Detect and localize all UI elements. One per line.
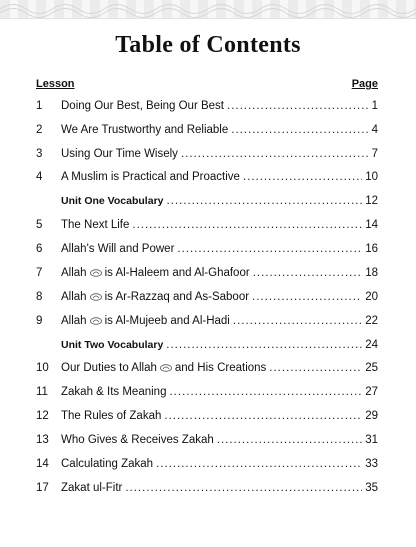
dot-leader (227, 100, 369, 112)
page-number: 4 (371, 124, 378, 136)
dot-leader (181, 148, 369, 160)
lesson-title-part: is Al-Mujeeb and Al-Hadi (104, 315, 230, 327)
lesson-title-part: Allah (61, 315, 87, 327)
page-number: 35 (365, 482, 378, 494)
toc-entry[interactable] (36, 410, 378, 428)
dot-leader (167, 195, 363, 207)
page-number: 22 (365, 315, 378, 327)
lesson-number: 10 (36, 362, 49, 374)
page-number: 18 (365, 267, 378, 279)
honorific-seal-icon (160, 364, 172, 372)
dot-leader (231, 124, 368, 136)
lesson-title: The Next Life (61, 219, 130, 231)
dot-leader (132, 219, 362, 231)
lesson-number: 3 (36, 148, 43, 160)
lesson-number: 17 (36, 482, 49, 494)
toc-entry[interactable] (36, 482, 378, 500)
lesson-title: Unit Two Vocabulary (61, 339, 164, 351)
toc-entry[interactable] (36, 458, 378, 476)
column-headers (36, 78, 378, 94)
lesson-number: 12 (36, 410, 49, 422)
lesson-title-part: Allah (61, 291, 87, 303)
dot-leader (217, 434, 362, 446)
lesson-title-part: is Al-Haleem and Al-Ghafoor (104, 267, 250, 279)
page-number: 12 (365, 195, 378, 207)
page-number: 31 (365, 434, 378, 446)
page-header: Page (351, 78, 378, 90)
toc-entry[interactable] (36, 219, 378, 237)
lesson-title: Doing Our Best, Being Our Best (61, 100, 224, 112)
toc-entry[interactable] (36, 434, 378, 452)
decorative-banner (0, 0, 416, 19)
lesson-title-part: Our Duties to Allah (61, 362, 157, 374)
lesson-title-part: Allah (61, 267, 87, 279)
lesson-number: 13 (36, 434, 49, 446)
lesson-title (61, 362, 266, 374)
lesson-title: Using Our Time Wisely (61, 148, 178, 160)
dot-leader (156, 458, 362, 470)
toc-entry[interactable] (36, 100, 378, 118)
lesson-title: Zakah & Its Meaning (61, 386, 167, 398)
lesson-title-part: and His Creations (174, 362, 267, 374)
page-number: 10 (365, 171, 378, 183)
page-number: 33 (365, 458, 378, 470)
dot-leader (243, 171, 362, 183)
page-number: 25 (365, 362, 378, 374)
page-title: Table of Contents (115, 32, 301, 58)
lesson-number: 8 (36, 291, 43, 303)
toc-entry-vocabulary[interactable] (36, 339, 378, 357)
dot-leader (233, 315, 362, 327)
ornament-pattern-icon (0, 0, 416, 18)
lesson-title (61, 315, 230, 327)
toc-entry[interactable] (36, 171, 378, 189)
lesson-header: Lesson (36, 78, 75, 90)
lesson-title: Who Gives & Receives Zakah (61, 434, 214, 446)
dot-leader (166, 339, 362, 351)
page-number: 7 (371, 148, 378, 160)
lesson-number: 4 (36, 171, 43, 183)
lesson-number: 9 (36, 315, 43, 327)
dot-leader (125, 482, 362, 494)
page-number: 29 (365, 410, 378, 422)
toc-entry[interactable] (36, 124, 378, 142)
honorific-seal-icon (90, 317, 102, 325)
dot-leader (177, 243, 362, 255)
lesson-title: Zakat ul-Fitr (61, 482, 123, 494)
lesson-number: 1 (36, 100, 43, 112)
page-number: 16 (365, 243, 378, 255)
honorific-seal-icon (90, 293, 102, 301)
lesson-title-part: is Ar-Razzaq and As-Saboor (104, 291, 250, 303)
lesson-title: The Rules of Zakah (61, 410, 162, 422)
dot-leader (252, 291, 362, 303)
dot-leader (164, 410, 362, 422)
dot-leader (169, 386, 362, 398)
toc-entry[interactable] (36, 243, 378, 261)
page-number: 20 (365, 291, 378, 303)
lesson-title (61, 291, 249, 303)
page-number: 24 (365, 339, 378, 351)
page-number: 27 (365, 386, 378, 398)
lesson-title (61, 267, 250, 279)
lesson-title: We Are Trustworthy and Reliable (61, 124, 229, 136)
lesson-number: 2 (36, 124, 43, 136)
lesson-number: 5 (36, 219, 43, 231)
lesson-number: 14 (36, 458, 49, 470)
lesson-number: 6 (36, 243, 43, 255)
lesson-number: 11 (36, 386, 48, 398)
page-number: 1 (371, 100, 378, 112)
lesson-number: 7 (36, 267, 43, 279)
page-number: 14 (365, 219, 378, 231)
toc-entry[interactable] (36, 291, 378, 309)
lesson-title: A Muslim is Practical and Proactive (61, 171, 240, 183)
lesson-title: Unit One Vocabulary (61, 195, 164, 207)
lesson-title: Calculating Zakah (61, 458, 154, 470)
dot-leader (269, 362, 362, 374)
toc-entry[interactable] (36, 386, 378, 404)
lesson-title: Allah's Will and Power (61, 243, 175, 255)
dot-leader (253, 267, 363, 279)
toc-entry[interactable] (36, 148, 378, 166)
toc-entry-vocabulary[interactable] (36, 195, 378, 213)
honorific-seal-icon (90, 269, 102, 277)
toc-entry[interactable] (36, 362, 378, 380)
toc-entry[interactable] (36, 267, 378, 285)
toc-entry[interactable] (36, 315, 378, 333)
